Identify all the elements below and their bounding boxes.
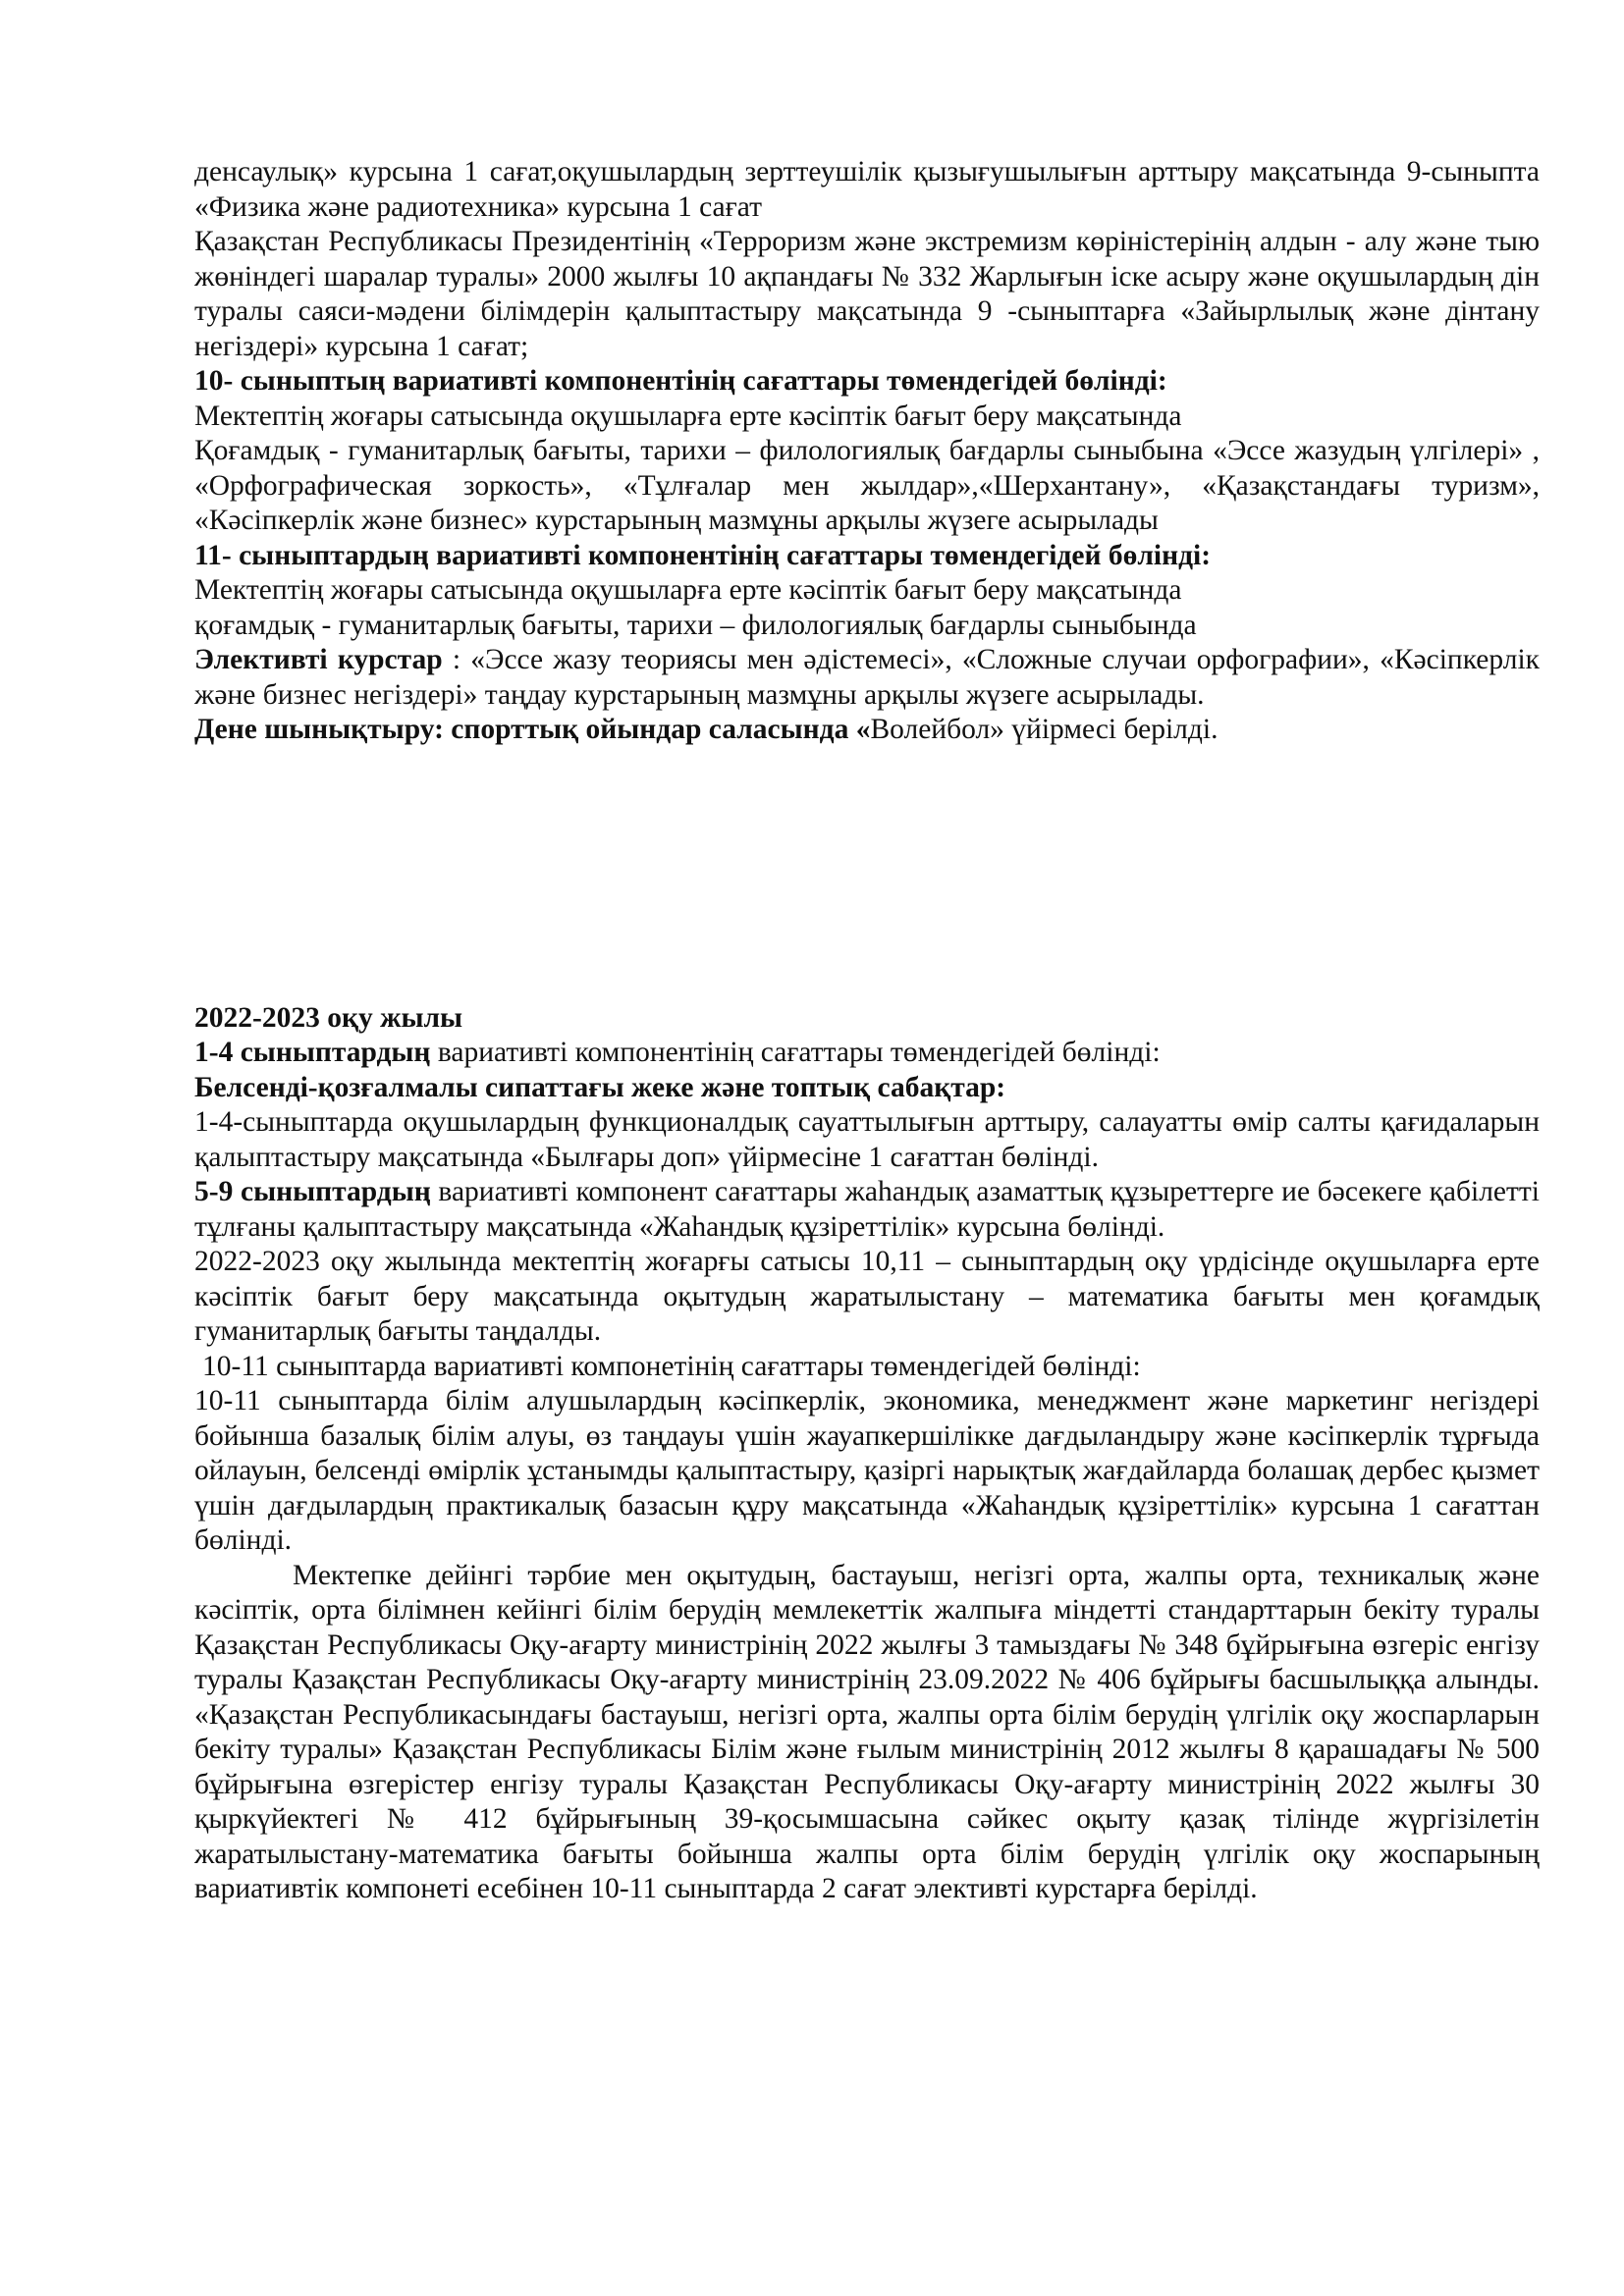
elective-text: : «Эссе жазу теориясы мен әдістемесі», «Сложные случаи орфографии», «Кәсіпкерлік және бизнес негіздері» таңдау курстарының мазмұны арқылы жүзеге асырылады. <box>194 644 1540 711</box>
grades-5-9-text: вариативті компонент сағаттары жаһандық азаматтық құзыреттерге ие бәсекеге қабілетті тұлғаны қалыптастыру мақсатында «Жаһандық құзіреттілік» курсына бөлінді. <box>194 1176 1540 1243</box>
heading-grade-11: 11- сыныптардың вариативті компонентінің сағаттары төмендегідей бөлінді: <box>194 539 1212 571</box>
heading-grades-1-4 <box>194 1036 1540 1071</box>
paragraph-grades-10-11-heading: 10-11 сыныптарда вариативті компонетінің сағаттары төмендегідей бөлінді: <box>202 1350 1141 1382</box>
paragraph-leather-ball: 1-4-сыныптарда оқушылардың функционалдық сауаттылығын арттыру, салауатты өмір салты қағидаларын қалыптастыру мақсатында «Былғары доп» үйірмесіне 1 сағаттан бөлінді. <box>194 1106 1540 1173</box>
paragraph-humanities-11: қоғамдық - гуманитарлық бағыты, тарихи – филологиялық бағдарлы сыныбында <box>194 609 1197 641</box>
grades-5-9-label: 5-9 сыныптардың <box>194 1176 431 1207</box>
grades-1-4-text: вариативті компонентінің сағаттары төмендегідей бөлінді: <box>430 1037 1161 1068</box>
elective-label: Элективті курстар <box>194 644 443 675</box>
paragraph-sport <box>194 713 1540 748</box>
page-gap <box>194 748 1540 1001</box>
sport-text: Волейбол» үйірмесі берілді. <box>870 714 1218 745</box>
paragraph-grades-10-11-global: 10-11 сыныптарда білім алушылардың кәсіпкерлік, экономика, менеджмент және маркетинг негіздері бойынша базалық білім алуы, өз таңдауы үшін жауапкершілікке дағдыландыру және кәсіпкерлік тұрғыда ойлауын, белсенді өмірлік ұстанымды қалыптастыру, қазіргі нарықтық жағдайларда болашақ дербес қызмет үшін дағдылардың практикалық базасын құру мақсатында «Жаһандық құзіреттілік» курсына 1 сағаттан бөлінді. <box>194 1385 1540 1556</box>
sport-label: Дене шынықтыру: спорттық ойындар саласында « <box>194 714 871 745</box>
heading-grade-10: 10- сыныптың вариативті компонентінің сағаттары төмендегідей бөлінді: <box>194 365 1167 397</box>
heading-school-year: 2022-2023 оқу жылы <box>194 1001 463 1034</box>
paragraph-grades-5-9 <box>194 1175 1540 1245</box>
heading-active-lessons: Белсенді-қозғалмалы сипаттағы жеке және топтық сабақтар: <box>194 1071 1006 1103</box>
paragraph-elective-courses <box>194 643 1540 713</box>
paragraph-career-guidance-11: Мектептің жоғары сатысында оқушыларға ерте кәсіптік бағыт беру мақсатында <box>194 574 1182 606</box>
paragraph-upper-school: 2022-2023 оқу жылында мектептің жоғарғы сатысы 10,11 – сыныптардың оқу үрдісінде оқушыларға ерте кәсіптік бағыт беру мақсатында оқытудың жаратылыстану – математика бағыты мен қоғамдық гуманитарлық бағыты таңдалды. <box>194 1246 1540 1347</box>
paragraph-terrorism-decree: Қазақстан Республикасы Президентінің «Терроризм және экстремизм көріністерінің алдын - алу және тыю жөніндегі шаралар туралы» 2000 жылғы 10 ақпандағы № 332 Жарлығын іске асыру және оқушылардың дін туралы саяси-мәдени білімдерін қалыптастыру мақсатында 9 -сыныптарға «Зайырлылық және дінтану негіздері» курсына 1 сағат; <box>194 226 1540 362</box>
paragraph-ministry-orders: Мектепке дейінгі тәрбие мен оқытудың, бастауыш, негізгі орта, жалпы орта, техникалық және кәсіптік, орта білімнен кейінгі білім берудің мемлекеттік жалпыға міндетті стандарттарын бекіту туралы Қазақстан Республикасы Оқу-ағарту министрінің 2022 жылғы 3 тамыздағы № 348 бұйрығына өзгеріс енгізу туралы Қазақстан Республикасы Оқу-ағарту министрінің 23.09.2022 № 406 бұйрығы басшылыққа алынды. «Қазақстан Республикасындағы бастауыш, негізгі орта, жалпы орта білім берудің үлгілік оқу жоспарларын бекіту туралы» Қазақстан Республикасы Білім және ғылым министрінің 2012 жылғы 8 қарашадағы № 500 бұйрығына өзгерістер енгізу туралы Қазақстан Республикасы Оқу-ағарту министрінің 2022 жылғы 30 қыркүйектегі № 412 бұйрығының 39-қосымшасына сәйкес оқыту қазақ тілінде жүргізілетін жаратылыстану-математика бағыты бойынша жалпы орта білім берудің үлгілік оқу жоспарының вариативтік компонеті есебінен 10-11 сыныптарда 2 сағат элективті курстарға берілді. <box>194 1559 1540 1904</box>
paragraph-physics-course: денсаулық» курсына 1 сағат,оқушылардың зерттеушілік қызығушылығын арттыру мақсатында 9-сыныпта «Физика және радиотехника» курсына 1 сағат <box>194 156 1540 223</box>
grades-1-4-label: 1-4 сыныптардың <box>194 1037 431 1068</box>
document-page <box>194 155 1540 1907</box>
paragraph-career-guidance-10: Мектептің жоғары сатысында оқушыларға ерте кәсіптік бағыт беру мақсатында <box>194 400 1182 432</box>
paragraph-humanities-10: Қоғамдық - гуманитарлық бағыты, тарихи – филологиялық бағдарлы сыныбына «Эссе жазудың үлгілері» , «Орфографическая зоркость», «Тұлғалар мен жылдар»,«Шерхантану», «Қазақстандағы туризм», «Кәсіпкерлік және бизнес» курстарының мазмұны арқылы жүзеге асырылады <box>194 435 1540 536</box>
